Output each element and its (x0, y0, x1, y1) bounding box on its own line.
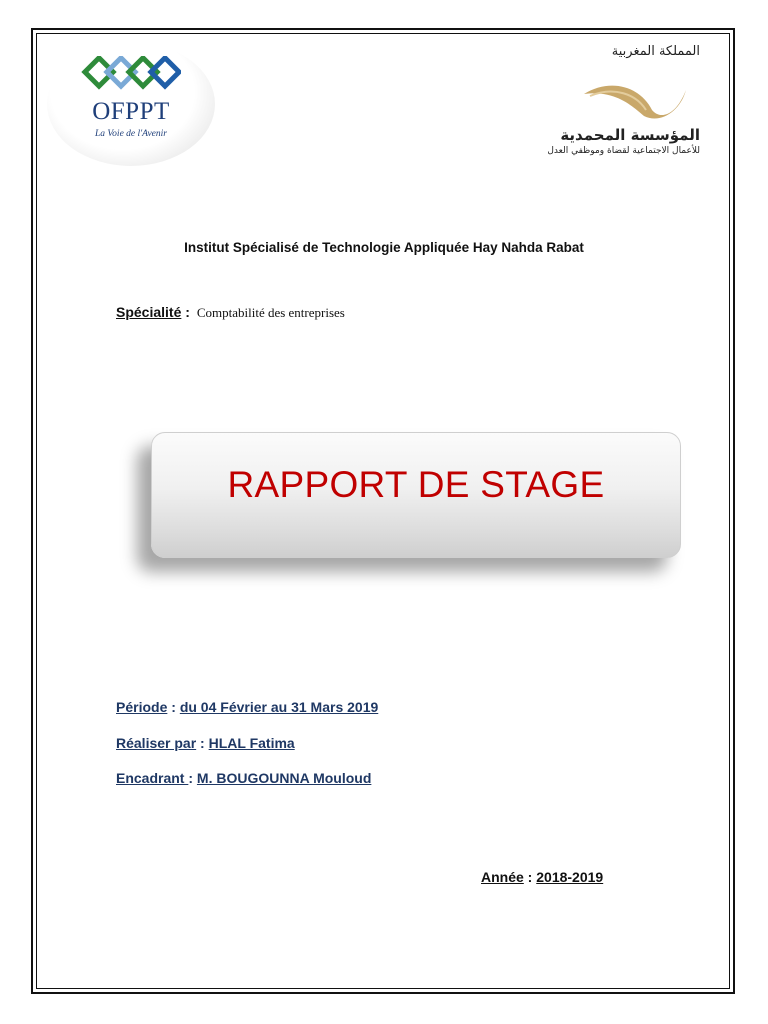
specialite-separator: : (181, 304, 190, 320)
specialite-value: Comptabilité des entreprises (196, 305, 345, 320)
annee-line: Année : 2018-2019 (481, 869, 604, 885)
ofppt-chain-icon (81, 56, 181, 94)
foundation-swoosh-icon (580, 76, 690, 124)
specialite-label: Spécialité (116, 304, 182, 320)
realiser-line: Réaliser par : HLAL Fatima (116, 735, 295, 751)
encadrant-line: Encadrant : M. BOUGOUNNA Mouloud (116, 770, 372, 786)
ofppt-tagline: La Voie de l'Avenir (95, 129, 167, 139)
ofppt-name: OFPPT (92, 98, 170, 125)
ofppt-logo (47, 42, 215, 166)
foundation-subtitle: للأعمال الاجتماعية لقضاة وموظفي العدل (547, 146, 700, 156)
encadrant-label: Encadrant (116, 770, 189, 786)
realiser-value: HLAL Fatima (208, 735, 295, 751)
periode-label: Période (116, 699, 168, 715)
annee-value: 2018-2019 (536, 869, 604, 885)
periode-line: Période : du 04 Février au 31 Mars 2019 (116, 699, 379, 715)
annee-label: Année (481, 869, 524, 885)
encadrant-value: M. BOUGOUNNA Mouloud (196, 770, 372, 786)
report-title: RAPPORT DE STAGE (227, 464, 605, 505)
foundation-logo (530, 38, 700, 168)
kingdom-label: المملكة المغربية (611, 44, 700, 59)
realiser-label: Réaliser par (116, 735, 197, 751)
institute-name: Institut Spécialisé de Technologie Appliquée Hay Nahda Rabat (184, 240, 584, 255)
title-banner (151, 432, 681, 558)
periode-value: du 04 Février au 31 Mars 2019 (179, 699, 379, 715)
foundation-name: المؤسسة المحمدية (560, 126, 700, 144)
specialite-line (116, 304, 345, 321)
